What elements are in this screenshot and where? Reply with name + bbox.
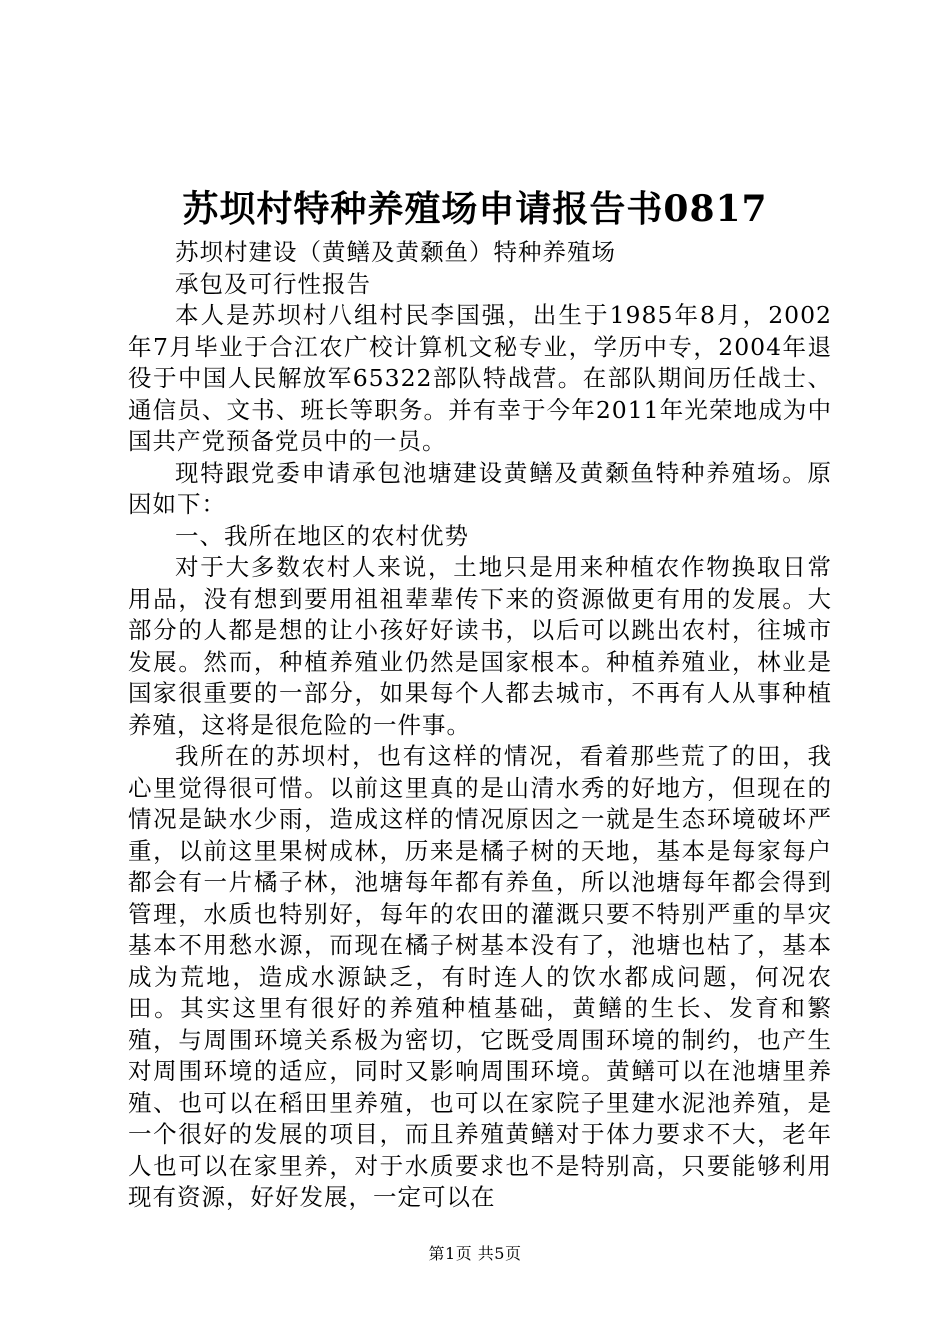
subtitle-line-1: 苏坝村建设（黄鳝及黄颡鱼）特种养殖场 bbox=[175, 238, 616, 266]
document-title: 苏坝村特种养殖场申请报告书0817 bbox=[182, 188, 768, 230]
paragraph-rural-background: 对于大多数农村人来说，土地只是用来种植农作物换取日常用品，没有想到要用祖祖辈辈传下来的资源做更有用的发展。大部分的人都是想的让小孩好好读书，以后可以跳出农村，往城市发展。然而，种植养殖业仍然是国家根本。种植养殖业，林业是国家很重要的一部分，如果每个人都去城市，不再有人从事种植养殖，这将是很危险的一件事。 bbox=[128, 553, 832, 739]
document-body bbox=[128, 237, 832, 1214]
subtitle-line-2: 承包及可行性报告 bbox=[175, 269, 371, 298]
paragraph-village-situation: 我所在的苏坝村，也有这样的情况，看着那些荒了的田，我心里觉得很可惜。以前这里真的是山清水秀的好地方，但现在的情况是缺水少雨，造成这样的情况原因之一就是生态环境破坏严重，以前这里果树成林，历来是橘子树的天地，基本是每家每户都会有一片橘子林，池塘每年都有养鱼，所以池塘每年都会得到管理，水质也特别好，每年的农田的灌溉只要不特别严重的旱灾基本不用愁水源，而现在橘子树基本没有了，池塘也枯了，基本成为荒地，造成水源缺乏，有时连人的饮水都成问题，何况农田。其实这里有很好的养殖种植基础，黄鳝的生长、发育和繁殖，与周围环境关系极为密切，它既受周围环境的制约，也产生对周围环境的适应，同时又影响周围环境。黄鳝可以在池塘里养殖、也可以在稻田里养殖，也可以在家院子里建水泥池养殖，是一个很好的发展的项目，而且养殖黄鳝对于体力要求不大，老年人也可以在家里养，对于水质要求也不是特别高，只要能够利用现有资源，好好发展，一定可以在 bbox=[128, 742, 832, 1211]
section-heading-rural-advantage: 一、我所在地区的农村优势 bbox=[175, 521, 469, 550]
page-footer: 第1页 共5页 bbox=[428, 1244, 522, 1263]
paragraph-applicant-intro: 本人是苏坝村八组村民李国强，出生于1985年8月，2002年7月毕业于合江农广校计算机文秘专业，学历中专，2004年退役于中国人民解放军65322部队特战营。在部队期间历任战士、通信员、文书、班长等职务。并有幸于今年2011年光荣地成为中国共产党预备党员中的一员。 bbox=[128, 301, 832, 455]
paragraph-application-statement: 现特跟党委申请承包池塘建设黄鳝及黄颡鱼特种养殖场。原因如下： bbox=[128, 458, 832, 518]
